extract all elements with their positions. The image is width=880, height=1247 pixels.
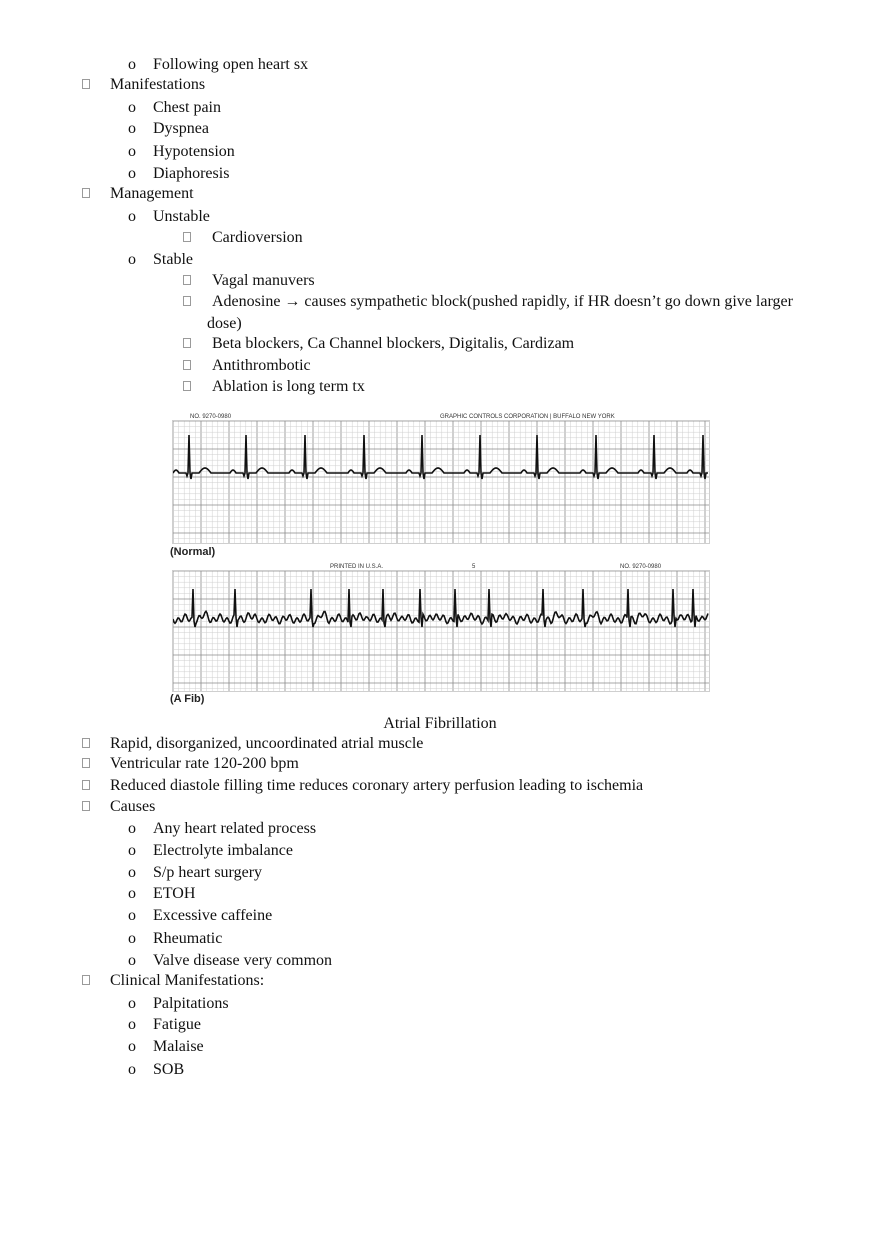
list-item-text: Rheumatic <box>153 930 223 947</box>
list-item-text: Dyspnea <box>153 120 209 137</box>
sub-bullet: o <box>128 143 136 160</box>
list-item-text: Following open heart sx <box>153 56 309 73</box>
sub-bullet: o <box>128 251 136 268</box>
sub-bullet: o <box>128 56 136 73</box>
strip-header: 5 <box>472 564 476 570</box>
list-item-text: Valve disease very common <box>153 952 333 969</box>
list-item-text: Unstable <box>153 208 210 225</box>
bullet-square-icon <box>183 232 191 242</box>
ecg-normal-line <box>173 435 708 479</box>
bullet-square-icon <box>82 780 90 790</box>
list-item-text: SOB <box>153 1061 185 1078</box>
bullet-square-icon <box>183 296 191 306</box>
strip-header: NO. 9270-0980 <box>190 414 232 420</box>
list-item-text: Fatigue <box>153 1016 201 1033</box>
list-item-text: Rapid, disorganized, uncoordinated atrial muscle <box>110 735 424 752</box>
sub-bullet: o <box>128 885 136 902</box>
sub-bullet: o <box>128 1061 136 1078</box>
list-item-text: Antithrombotic <box>212 357 311 374</box>
sub-bullet: o <box>128 165 136 182</box>
sub-bullet: o <box>128 208 136 225</box>
bullet-square-icon <box>183 360 191 370</box>
sub-bullet: o <box>128 907 136 924</box>
list-item-text: Any heart related process <box>153 820 317 837</box>
list-item-text: Ventricular rate 120-200 bpm <box>110 755 299 772</box>
heading-clinical-manifestations: Clinical Manifestations: <box>110 972 265 989</box>
ecg-strip-normal <box>172 420 710 544</box>
list-item-text: Vagal manuvers <box>212 272 315 289</box>
list-item-text: S/p heart surgery <box>153 864 263 881</box>
list-item-text: Hypotension <box>153 143 235 160</box>
ecg-normal-trace <box>173 421 709 543</box>
bullet-square-icon <box>183 381 191 391</box>
ecg-strip-afib <box>172 570 710 692</box>
sub-bullet: o <box>128 1038 136 1055</box>
sub-bullet: o <box>128 842 136 859</box>
list-item-text: Chest pain <box>153 99 221 116</box>
bullet-square-icon <box>183 338 191 348</box>
sub-bullet: o <box>128 995 136 1012</box>
list-item-text: dose) <box>207 315 242 332</box>
heading-management: Management <box>110 185 194 202</box>
bullet-square-icon <box>82 738 90 748</box>
list-item-text: Cardioversion <box>212 229 303 246</box>
caption-text: Atrial Fibrillation <box>383 715 497 732</box>
list-item-text: Malaise <box>153 1038 204 1055</box>
list-item-text: Reduced diastole filling time reduces coronary artery perfusion leading to ischemia <box>110 777 644 794</box>
strip-header: PRINTED IN U.S.A. <box>330 564 384 570</box>
heading-manifestations: Manifestations <box>110 76 206 93</box>
list-item-text: Adenosine → causes sympathetic block(pushed rapidly, if HR doesn’t go down give larger <box>212 293 793 310</box>
bullet-square-icon <box>82 758 90 768</box>
list-item-text: ETOH <box>153 885 196 902</box>
sub-bullet: o <box>128 120 136 137</box>
sub-bullet: o <box>128 952 136 969</box>
list-item-text: Stable <box>153 251 193 268</box>
sub-bullet: o <box>128 930 136 947</box>
heading-causes: Causes <box>110 798 156 815</box>
bullet-square-icon <box>82 188 90 198</box>
bullet-square-icon <box>82 975 90 985</box>
figure-caption <box>0 713 880 734</box>
list-item-text: Ablation is long term tx <box>212 378 365 395</box>
ecg-label-normal: (Normal) <box>170 546 216 558</box>
list-item-text: Electrolyte imbalance <box>153 842 293 859</box>
ecg-label-afib: (A Fib) <box>170 693 205 705</box>
bullet-square-icon <box>82 801 90 811</box>
list-item-text: Excessive caffeine <box>153 907 273 924</box>
list-item-text: Diaphoresis <box>153 165 230 182</box>
sub-bullet: o <box>128 99 136 116</box>
sub-bullet: o <box>128 820 136 837</box>
list-item-text: Beta blockers, Ca Channel blockers, Digitalis, Cardizam <box>212 335 575 352</box>
ecg-afib-trace <box>173 571 709 691</box>
sub-bullet: o <box>128 1016 136 1033</box>
strip-header: NO. 9270-0980 <box>620 564 662 570</box>
bullet-square-icon <box>82 79 90 89</box>
sub-bullet: o <box>128 864 136 881</box>
list-item-text: Palpitations <box>153 995 229 1012</box>
strip-header: GRAPHIC CONTROLS CORPORATION | BUFFALO NEW YORK <box>440 414 615 420</box>
bullet-square-icon <box>183 275 191 285</box>
